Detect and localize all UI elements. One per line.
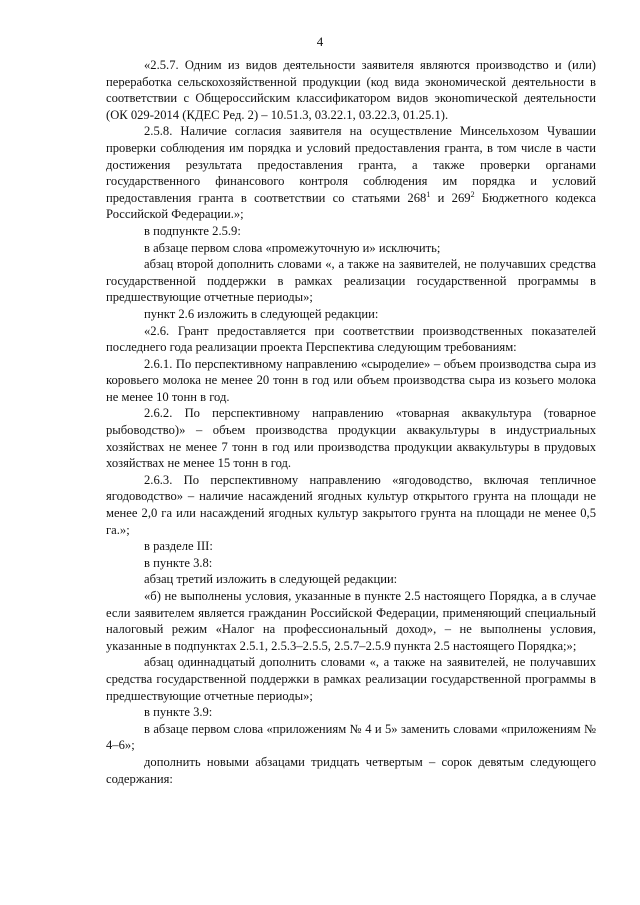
page-number: 4 [316,34,324,49]
text-run: 2.5.8. Наличие согласия заявителя на осуществление Минсельхозом Чувашии проверки соблюдения им порядка и условий предоставления гранта, в том числе в части достижения результата предоставления гранта, а также проверки органами государственного финансового контроля соблюдения им порядка и условий предоставления гранта в соответствии со статьями 268 [106,124,596,205]
superscript: 2 [470,189,475,199]
paragraph: «2.5.7. Одним из видов деятельности заявителя являются производство и (или) переработка сельскохозяйственной продукции (код вида экономической деятельности в соответствии с Общероссийским классификатором видов эконоmической деятельности (ОК 029-2014 (КДЕС Ред. 2) – 10.51.3, 03.22.1, 03.22.3, 01.25.1). [106,58,596,122]
paragraph: абзац второй дополнить словами «, а также на заявителей, не получавших средства государственной поддержки в рамках реализации государственной программы в предшествующие отчетные периоды»; [106,257,596,305]
paragraph: «б) не выполнены условия, указанные в пункте 2.5 настоящего Порядка, а в случае если заявителем является гражданин Российской Федерации, применяющий специальный налоговый режим «Налог на профессиональный доход», – не выполнены условия, указанные в подпунктах 2.5.1, 2.5.3–2.5.5, 2.5.7–2.5.9 пункта 2.5 настоящего Порядка;»; [106,589,596,653]
paragraph: пункт 2.6 изложить в следующей редакции: [144,306,379,321]
paragraph: в пункте 3.9: [144,705,213,720]
paragraph: в абзаце первом слова «приложениям № 4 и 5» заменить словами «приложениям № 4–6»; [106,721,596,753]
paragraph [106,123,596,223]
paragraph: 2.6.3. По перспективному направлению «ягодоводство, включая тепличное ягодоводство» – наличие насаждений ягодных культур открытого грунта на площади не менее 2,0 га или насаждений ягодных культур закрытого грунта на площади не менее 0,5 га.»; [106,472,596,537]
paragraph: 2.6.1. По перспективному направлению «сыроделие» – объем производства сыра из коровьего молока не менее 20 тонн в год или объем производства сыра из козьего молока не менее 10 тонн в год. [106,356,596,404]
paragraph: в подпункте 2.5.9: [144,223,241,238]
text-run: Бюджетного кодекса Российской Федерации.»; [106,190,596,222]
paragraph: дополнить новыми абзацами тридцать четвертым – сорок девятым следующего содержания: [106,754,596,786]
text-run: и 269 [430,190,471,205]
paragraph: 2.6.2. По перспективному направлению «товарная аквакультура (товарное рыбоводство)» – объем производства продукции аквакультуры в индустриальных хозяйствах не менее 7 тонн в год или производства продукции аквакультуры в прудовых хозяйствах не менее 15 тонн в год. [106,406,596,471]
superscript: 1 [426,189,431,199]
paragraph: абзац одиннадцатый дополнить словами «, а также на заявителей, не получавших средства государственной поддержки в рамках реализации государственной программы в предшествующие отчетные периоды»; [106,655,596,703]
paragraph: абзац третий изложить в следующей редакции: [144,572,398,587]
paragraph: «2.6. Грант предоставляется при соответствии производственных показателей последнего года реализации проекта Перспектива следующим требованиям: [106,323,596,355]
paragraph: в абзаце первом слова «промежуточную и» исключить; [144,240,441,255]
paragraph: в пункте 3.8: [144,555,213,570]
document-body [106,57,596,787]
paragraph: в разделе III: [144,539,213,554]
